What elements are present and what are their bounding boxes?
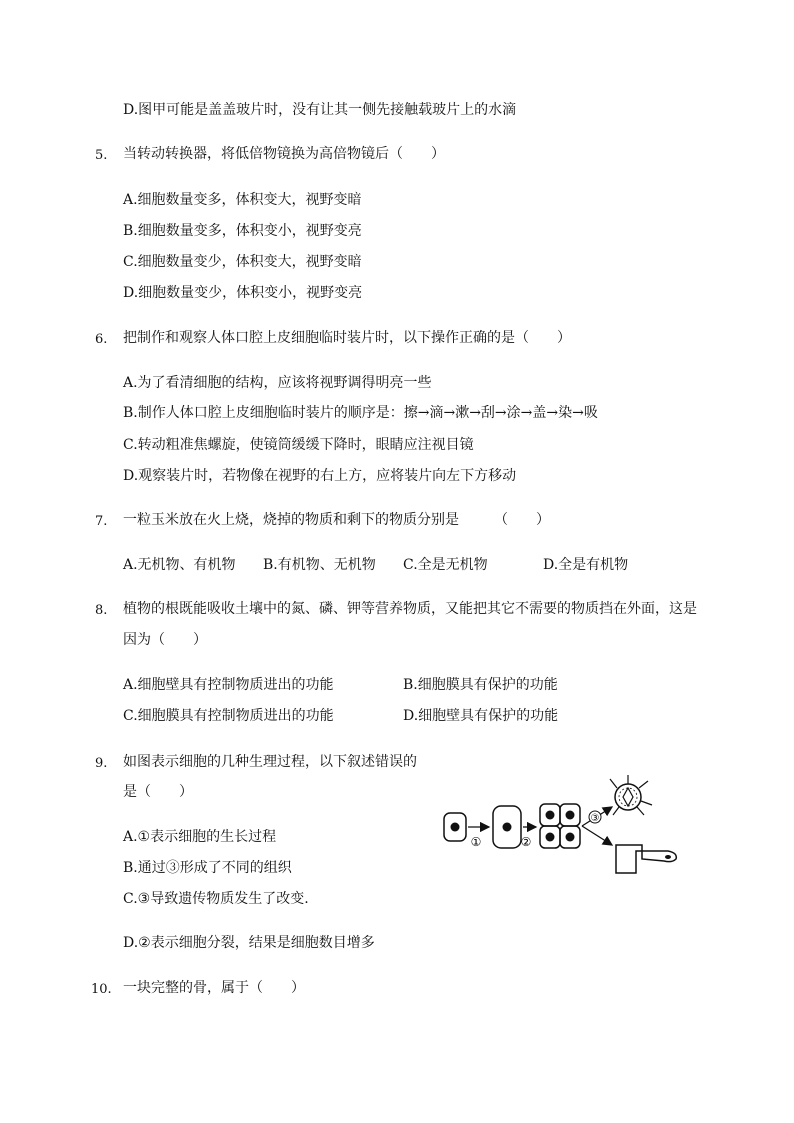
label-1: ① xyxy=(470,835,482,849)
q8-option-d: D.细胞壁具有保护的功能 xyxy=(403,708,559,724)
cell-process-figure xyxy=(436,773,686,883)
q6-option-a: A.为了看清细胞的结构，应该将视野调得明亮一些 xyxy=(123,375,432,391)
q5-number: 5. xyxy=(95,148,108,163)
q8-stem-line1: 植物的根既能吸收土壤中的氮、磷、钾等营养物质，又能把其它不需要的物质挡在外面，这是 xyxy=(123,601,697,617)
q10-number: 10. xyxy=(91,982,112,997)
q5-stem: 当转动转换器，将低倍物镜换为高倍物镜后（ ） xyxy=(123,146,445,162)
q6-number: 6. xyxy=(95,332,108,347)
q7-number: 7. xyxy=(95,514,108,529)
q5-option-b: B.细胞数量变多，体积变小，视野变亮 xyxy=(123,223,362,239)
q6-option-d: D.观察装片时，若物像在视野的右上方，应将装片向左下方移动 xyxy=(123,468,517,484)
q6-option-b: B.制作人体口腔上皮细胞临时装片的顺序是：擦→滴→漱→刮→涂→盖→染→吸 xyxy=(123,405,598,421)
small-cell-nucleus xyxy=(451,823,460,832)
q7-option-c: C.全是无机物 xyxy=(403,557,488,573)
q9-option-c: C.③导致遗传物质发生了改变. xyxy=(123,891,309,907)
q9-number: 9. xyxy=(95,756,108,771)
label-2: ② xyxy=(520,835,532,849)
q7-option-a: A.无机物、有机物 xyxy=(123,557,236,573)
q8-option-c: C.细胞膜具有控制物质进出的功能 xyxy=(123,708,334,724)
q7-option-b: B.有机物、无机物 xyxy=(263,557,376,573)
q6-stem: 把制作和观察人体口腔上皮细胞临时装片时，以下操作正确的是（ ） xyxy=(123,330,571,346)
q8-option-a: A.细胞壁具有控制物质进出的功能 xyxy=(123,677,334,693)
q9-option-d: D.②表示细胞分裂，结果是细胞数目增多 xyxy=(123,935,375,951)
arrow-differentiation-down xyxy=(582,826,612,845)
neuron-like-cell xyxy=(610,775,652,815)
q9-option-b: B.通过③形成了不同的组织 xyxy=(123,860,292,876)
divided-cells xyxy=(540,804,580,848)
label-3: ③ xyxy=(590,813,600,824)
q9-option-a: A.①表示细胞的生长过程 xyxy=(123,829,277,845)
q6-option-c: C.转动粗准焦螺旋，使镜筒缓缓下降时，眼睛应注视目镜 xyxy=(123,437,474,453)
q5-option-c: C.细胞数量变少，体积变大，视野变暗 xyxy=(123,254,362,270)
q5-option-a: A.细胞数量变多，体积变大，视野变暗 xyxy=(123,192,362,208)
q9-stem-line1: 如图表示细胞的几种生理过程，以下叙述错误的 xyxy=(123,754,417,770)
q8-number: 8. xyxy=(95,603,108,618)
q7-stem: 一粒玉米放在火上烧，烧掉的物质和剩下的物质分别是 （ ） xyxy=(123,512,550,528)
q8-option-b: B.细胞膜具有保护的功能 xyxy=(403,677,558,693)
q8-stem-line2: 因为（ ） xyxy=(123,632,207,648)
q5-option-d: D.细胞数量变少，体积变小，视野变亮 xyxy=(123,285,363,301)
q7-option-d: D.全是有机物 xyxy=(543,557,629,573)
q10-stem: 一块完整的骨，属于（ ） xyxy=(123,980,305,996)
q4-option-d: D.图甲可能是盖盖玻片时，没有让其一侧先接触载玻片上的水滴 xyxy=(123,102,517,118)
grown-cell-nucleus xyxy=(503,823,512,832)
q9-stem-line2: 是（ ） xyxy=(123,784,193,800)
root-hair-like-cell xyxy=(616,845,676,873)
